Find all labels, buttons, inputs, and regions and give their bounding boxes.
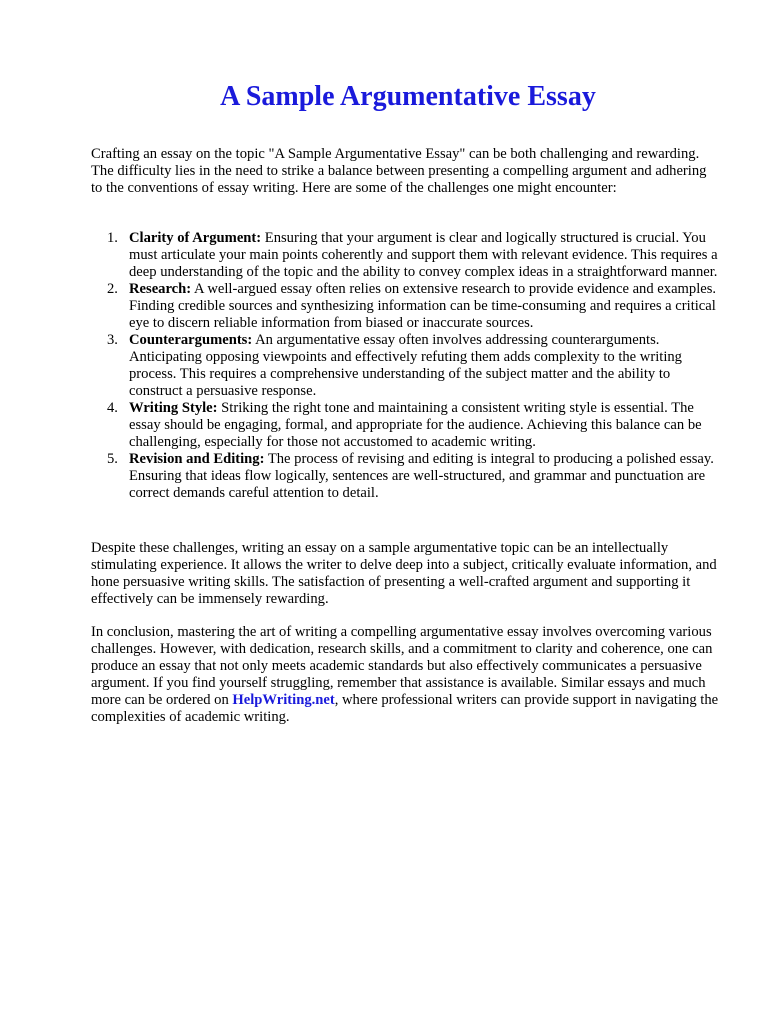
list-item-label: Clarity of Argument:: [129, 230, 262, 246]
conclusion-paragraph: [91, 624, 721, 726]
conclusion-text-before-link: In conclusion, mastering the art of writing a compelling argumentative essay involves overcoming various challenges. However, with dedication, research skills, and a commitment to clarity and coherence, one can produce an essay that not only meets academic standards but also effectively communicates a persuasive argument. If you find yourself struggling, remember that assistance is available. Similar essays and much more can be ordered on: [91, 624, 713, 708]
list-item: [91, 400, 721, 451]
list-item-number: 1.: [107, 230, 118, 246]
list-item: [91, 451, 721, 502]
list-item-number: 4.: [107, 400, 118, 416]
list-item-text: An argumentative essay often involves addressing counterarguments. Anticipating opposing viewpoints and effectively refuting them adds complexity to the writing process. This requires a comprehensive understanding of the subject matter and the ability to construct a persuasive response.: [129, 332, 682, 399]
page-title: A Sample Argumentative Essay: [220, 81, 596, 112]
list-item-text: The process of revising and editing is integral to producing a polished essay. Ensuring that ideas flow logically, sentences are well-structured, and grammar and punctuation are correct demands careful attention to detail.: [129, 451, 714, 501]
list-item-label: Counterarguments:: [129, 332, 253, 348]
list-item: [91, 281, 721, 332]
list-item-number: 2.: [107, 281, 118, 297]
list-item: [91, 332, 721, 400]
list-item-text: A well-argued essay often relies on extensive research to provide evidence and examples. Finding credible sources and synthesizing information can be time-consuming and requires a critical eye to discern reliable information from biased or inaccurate sources.: [129, 281, 717, 331]
helpwriting-link[interactable]: HelpWriting.net: [232, 692, 335, 708]
list-item-text: Striking the right tone and maintaining a consistent writing style is essential. The essay should be engaging, formal, and appropriate for the audience. Achieving this balance can be challenging, especially for those not accustomed to academic writing.: [129, 400, 702, 450]
list-item-text: Ensuring that your argument is clear and logically structured is crucial. You must articulate your main points coherently and support them with relevant evidence. This requires a deep understanding of the topic and the ability to convey complex ideas in a straightforward manner.: [129, 230, 718, 280]
list-item-number: 3.: [107, 332, 118, 348]
list-item-label: Writing Style:: [129, 400, 218, 416]
conclusion-text-after-link: , where professional writers can provide support in navigating the complexities of academic writing.: [91, 692, 719, 725]
intro-paragraph: Crafting an essay on the topic "A Sample Argumentative Essay" can be both challenging and rewarding. The difficulty lies in the need to strike a balance between presenting a compelling argument and adhering to the conventions of essay writing. Here are some of the challenges one might encounter:: [91, 146, 707, 196]
challenges-list: [91, 230, 721, 502]
body-paragraph-2: Despite these challenges, writing an essay on a sample argumentative topic can be an intellectually stimulating experience. It allows the writer to delve deep into a subject, critically evaluate information, and hone persuasive writing skills. The satisfaction of presenting a well-crafted argument and supporting it effectively can be immensely rewarding.: [91, 540, 717, 607]
list-item-label: Revision and Editing:: [129, 451, 265, 467]
list-item-number: 5.: [107, 451, 118, 467]
list-item: [91, 230, 721, 281]
list-item-label: Research:: [129, 281, 192, 297]
